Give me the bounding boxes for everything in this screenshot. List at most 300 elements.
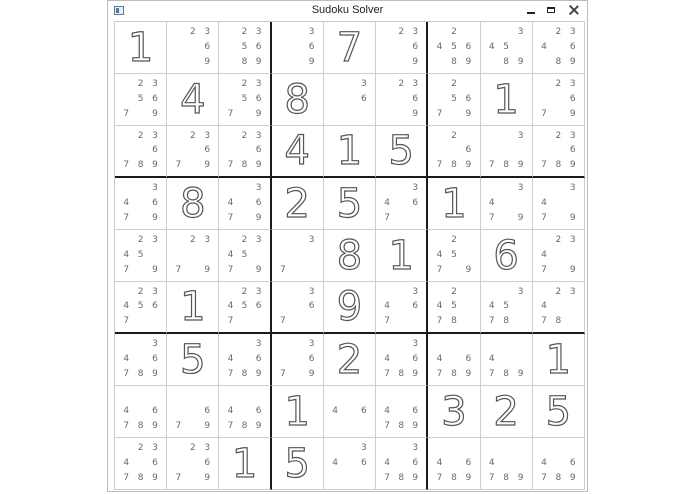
candidate-digit: 4 <box>488 42 495 52</box>
candidate-notes <box>380 441 422 486</box>
candidate-digit: 9 <box>412 57 419 67</box>
candidate-digit <box>342 77 356 92</box>
candidate-digit <box>133 181 147 196</box>
sudoku-cell[interactable] <box>115 126 167 178</box>
sudoku-cell[interactable] <box>481 178 533 230</box>
sudoku-cell[interactable] <box>533 178 585 230</box>
candidate-digit: 4 <box>541 250 547 260</box>
title-bar[interactable] <box>108 1 587 22</box>
candidate-digit <box>485 129 499 144</box>
sudoku-cell[interactable] <box>115 438 167 490</box>
candidate-digit: 8 <box>555 316 562 327</box>
candidate-digit <box>394 40 408 55</box>
candidate-digit <box>551 181 565 196</box>
candidate-digit: 4 <box>436 250 443 260</box>
sudoku-cell[interactable] <box>428 74 480 126</box>
candidate-digit <box>328 419 342 434</box>
candidate-digit <box>408 211 422 226</box>
candidate-digit: 9 <box>204 160 211 171</box>
candidate-digit <box>551 144 565 159</box>
sudoku-cell[interactable] <box>167 126 219 178</box>
sudoku-cell[interactable] <box>167 74 219 126</box>
sudoku-cell[interactable] <box>272 22 324 74</box>
cell-value: 4 <box>284 128 310 174</box>
sudoku-cell[interactable] <box>219 230 271 282</box>
candidate-digit <box>485 144 499 159</box>
sudoku-cell[interactable] <box>376 334 428 386</box>
sudoku-cell[interactable] <box>115 178 167 230</box>
candidate-digit <box>290 367 304 382</box>
candidate-digit: 2 <box>241 235 248 245</box>
candidate-digit: 6 <box>255 42 262 52</box>
candidate-digit: 6 <box>152 94 158 104</box>
sudoku-cell[interactable] <box>376 282 428 334</box>
sudoku-cell[interactable] <box>481 22 533 74</box>
candidate-digit: 7 <box>227 265 234 275</box>
candidate-digit <box>186 471 200 486</box>
candidate-digit: 9 <box>255 57 262 67</box>
candidate-digit <box>238 181 252 196</box>
sudoku-cell[interactable] <box>376 178 428 230</box>
sudoku-cell[interactable] <box>272 178 324 230</box>
sudoku-cell[interactable] <box>219 282 271 334</box>
sudoku-cell[interactable] <box>115 282 167 334</box>
sudoku-cell[interactable] <box>428 178 480 230</box>
candidate-digit: 2 <box>137 79 144 89</box>
candidate-digit: 6 <box>569 145 576 156</box>
candidate-digit: 6 <box>361 94 367 104</box>
candidate-digit <box>461 314 475 329</box>
candidate-digit: 2 <box>555 79 562 89</box>
candidate-digit: 4 <box>384 406 390 416</box>
candidate-digit: 7 <box>488 160 495 171</box>
candidate-digit <box>186 40 200 55</box>
candidate-notes <box>276 285 319 329</box>
candidate-digit <box>394 92 408 107</box>
sudoku-cell[interactable] <box>272 74 324 126</box>
candidate-digit <box>290 314 304 329</box>
cell-value: 4 <box>180 76 206 123</box>
candidate-digit: 9 <box>255 421 262 431</box>
candidate-notes <box>485 181 528 226</box>
sudoku-cell[interactable] <box>481 230 533 282</box>
candidate-digit <box>432 129 446 144</box>
candidate-digit: 5 <box>451 250 457 260</box>
candidate-digit <box>223 337 237 352</box>
sudoku-cell[interactable] <box>272 126 324 178</box>
candidate-digit <box>499 144 513 159</box>
candidate-digit: 5 <box>241 42 248 52</box>
sudoku-cell[interactable] <box>324 74 376 126</box>
candidate-digit <box>276 248 290 263</box>
candidate-digit <box>328 92 342 107</box>
candidate-digit: 3 <box>412 286 419 297</box>
sudoku-cell[interactable] <box>324 230 376 282</box>
candidate-digit <box>485 55 499 70</box>
candidate-digit: 7 <box>227 213 234 223</box>
candidate-digit <box>290 352 304 367</box>
sudoku-cell[interactable] <box>428 22 480 74</box>
candidate-digit: 7 <box>541 316 547 327</box>
sudoku-cell[interactable] <box>376 22 428 74</box>
close-button[interactable] <box>559 1 589 19</box>
candidate-digit: 4 <box>123 198 130 208</box>
sudoku-cell[interactable] <box>376 74 428 126</box>
sudoku-cell[interactable] <box>324 334 376 386</box>
candidate-digit <box>238 337 252 352</box>
candidate-notes <box>276 233 319 278</box>
candidate-digit <box>380 337 394 352</box>
candidate-digit: 9 <box>255 213 262 223</box>
candidate-digit: 7 <box>175 421 182 431</box>
candidate-digit: 7 <box>123 369 130 379</box>
candidate-digit <box>119 233 133 248</box>
candidate-digit: 9 <box>152 369 158 379</box>
sudoku-cell[interactable] <box>219 178 271 230</box>
candidate-digit: 9 <box>412 421 419 431</box>
candidate-digit: 4 <box>123 458 130 468</box>
candidate-digit <box>394 211 408 226</box>
candidate-digit: 4 <box>332 406 338 416</box>
sudoku-cell[interactable] <box>219 22 271 74</box>
candidate-digit: 2 <box>137 235 144 245</box>
candidate-digit: 7 <box>227 421 234 431</box>
candidate-digit <box>408 389 422 404</box>
candidate-digit: 8 <box>451 316 457 327</box>
candidate-digit: 3 <box>204 235 211 245</box>
candidate-digit <box>447 107 461 122</box>
candidate-digit: 6 <box>152 406 158 416</box>
sudoku-cell[interactable] <box>481 126 533 178</box>
sudoku-cell[interactable] <box>219 386 271 438</box>
candidate-digit <box>499 337 513 352</box>
sudoku-cell[interactable] <box>533 334 585 386</box>
candidate-digit <box>148 248 162 263</box>
cell-value: 1 <box>336 128 363 174</box>
candidate-digit <box>223 55 237 70</box>
candidate-digit: 4 <box>488 301 495 312</box>
sudoku-cell[interactable] <box>428 282 480 334</box>
candidate-digit <box>342 456 356 471</box>
sudoku-cell[interactable] <box>376 386 428 438</box>
candidate-digit <box>394 285 408 300</box>
candidate-digit: 4 <box>227 301 234 312</box>
candidate-digit: 9 <box>204 473 211 483</box>
candidate-digit: 3 <box>361 443 367 453</box>
candidate-digit <box>513 314 527 329</box>
candidate-digit <box>357 471 371 486</box>
candidate-digit <box>133 263 147 278</box>
sudoku-cell[interactable] <box>167 282 219 334</box>
cell-value: 5 <box>388 128 414 174</box>
cell-value: 1 <box>441 180 467 227</box>
candidate-digit: 6 <box>255 198 262 208</box>
candidate-digit <box>133 314 147 329</box>
sudoku-cell[interactable] <box>533 126 585 178</box>
sudoku-cell[interactable] <box>167 22 219 74</box>
candidate-digit <box>551 441 565 456</box>
candidate-digit: 6 <box>204 42 211 52</box>
candidate-digit <box>380 389 394 404</box>
candidate-digit <box>171 456 185 471</box>
candidate-digit: 3 <box>152 286 158 297</box>
candidate-digit <box>461 77 475 92</box>
candidate-digit <box>408 314 422 329</box>
sudoku-cell[interactable] <box>428 386 480 438</box>
sudoku-cell[interactable] <box>324 282 376 334</box>
sudoku-cell[interactable] <box>167 178 219 230</box>
candidate-digit: 2 <box>189 130 196 141</box>
candidate-digit <box>394 441 408 456</box>
candidate-digit: 8 <box>503 160 510 171</box>
candidate-notes <box>537 77 580 122</box>
candidate-digit <box>499 456 513 471</box>
candidate-digit: 2 <box>555 130 562 141</box>
sudoku-cell[interactable] <box>115 22 167 74</box>
candidate-notes <box>223 181 265 226</box>
candidate-digit: 2 <box>451 286 457 297</box>
candidate-digit: 9 <box>255 369 262 379</box>
candidate-digit <box>432 77 446 92</box>
candidate-digit: 8 <box>137 473 144 483</box>
candidate-digit: 2 <box>189 27 196 37</box>
candidate-digit: 3 <box>255 130 262 141</box>
sudoku-cell[interactable] <box>272 282 324 334</box>
candidate-digit <box>304 248 318 263</box>
candidate-digit <box>186 404 200 419</box>
candidate-digit: 9 <box>152 421 158 431</box>
candidate-digit: 9 <box>569 160 576 171</box>
candidate-digit: 2 <box>241 130 248 141</box>
candidate-notes <box>380 389 422 434</box>
candidate-digit: 7 <box>123 160 130 171</box>
candidate-digit <box>394 337 408 352</box>
candidate-digit <box>394 196 408 211</box>
sudoku-cell[interactable] <box>219 126 271 178</box>
candidate-digit: 6 <box>412 458 419 468</box>
sudoku-cell[interactable] <box>428 438 480 490</box>
candidate-digit: 8 <box>555 160 562 171</box>
candidate-notes <box>171 233 214 278</box>
candidate-digit <box>461 337 475 352</box>
candidate-digit <box>432 55 446 70</box>
candidate-digit <box>357 389 371 404</box>
sudoku-cell[interactable] <box>324 126 376 178</box>
sudoku-cell[interactable] <box>533 22 585 74</box>
candidate-digit: 7 <box>227 369 234 379</box>
candidate-notes <box>328 77 371 122</box>
candidate-notes <box>223 233 265 278</box>
candidate-digit: 9 <box>569 109 576 119</box>
sudoku-cell[interactable] <box>428 126 480 178</box>
candidate-digit: 3 <box>412 183 419 193</box>
sudoku-cell[interactable] <box>481 386 533 438</box>
sudoku-cell[interactable] <box>428 230 480 282</box>
sudoku-cell[interactable] <box>533 282 585 334</box>
candidate-digit <box>304 263 318 278</box>
candidate-digit: 7 <box>436 473 443 483</box>
candidate-digit: 2 <box>189 443 196 453</box>
candidate-digit: 5 <box>451 301 457 312</box>
sudoku-cell[interactable] <box>167 386 219 438</box>
candidate-digit: 4 <box>332 458 338 468</box>
candidate-digit: 6 <box>255 354 262 364</box>
candidate-digit: 6 <box>308 354 315 364</box>
sudoku-cell[interactable] <box>219 334 271 386</box>
candidate-digit: 6 <box>152 301 158 312</box>
cell-value: 2 <box>284 180 310 227</box>
candidate-digit: 6 <box>255 145 262 156</box>
candidate-digit: 9 <box>517 473 524 483</box>
sudoku-cell[interactable] <box>533 386 585 438</box>
candidate-digit: 4 <box>488 198 495 208</box>
candidate-digit: 8 <box>137 369 144 379</box>
sudoku-cell[interactable] <box>481 282 533 334</box>
candidate-digit: 2 <box>241 286 248 297</box>
candidate-digit <box>342 471 356 486</box>
candidate-digit <box>223 144 237 159</box>
candidate-digit <box>119 441 133 456</box>
candidate-digit: 7 <box>384 473 390 483</box>
candidate-notes <box>171 25 214 70</box>
candidate-digit <box>276 55 290 70</box>
candidate-digit <box>252 314 266 329</box>
cell-value: 1 <box>388 232 414 279</box>
sudoku-cell[interactable] <box>324 22 376 74</box>
candidate-digit <box>223 92 237 107</box>
candidate-digit: 7 <box>436 160 443 171</box>
candidate-digit <box>551 92 565 107</box>
candidate-notes <box>432 285 475 329</box>
candidate-notes <box>537 285 580 329</box>
candidate-digit: 9 <box>465 57 472 67</box>
candidate-digit: 9 <box>308 57 315 67</box>
candidate-digit: 6 <box>152 145 158 156</box>
candidate-digit <box>171 55 185 70</box>
candidate-digit <box>447 441 461 456</box>
candidate-notes <box>119 389 162 434</box>
candidate-digit <box>447 144 461 159</box>
sudoku-cell[interactable] <box>481 74 533 126</box>
candidate-digit <box>537 92 551 107</box>
candidate-digit <box>223 181 237 196</box>
candidate-digit: 9 <box>412 369 419 379</box>
app-window <box>107 0 588 492</box>
candidate-digit <box>447 337 461 352</box>
candidate-digit <box>499 181 513 196</box>
candidate-digit <box>133 456 147 471</box>
sudoku-cell[interactable] <box>481 334 533 386</box>
sudoku-cell[interactable] <box>533 230 585 282</box>
candidate-digit: 8 <box>503 369 510 379</box>
sudoku-cell[interactable] <box>376 438 428 490</box>
candidate-digit <box>432 25 446 40</box>
candidate-digit: 9 <box>412 109 419 119</box>
candidate-digit <box>223 389 237 404</box>
candidate-digit <box>447 352 461 367</box>
candidate-digit <box>566 196 580 211</box>
sudoku-cell[interactable] <box>324 438 376 490</box>
candidate-digit <box>394 352 408 367</box>
candidate-digit <box>566 300 580 315</box>
sudoku-cell[interactable] <box>272 386 324 438</box>
candidate-digit: 3 <box>569 79 576 89</box>
candidate-digit: 5 <box>241 94 248 104</box>
candidate-digit: 6 <box>204 406 211 416</box>
candidate-digit: 5 <box>503 42 510 52</box>
candidate-digit: 6 <box>152 458 158 468</box>
candidate-digit <box>186 419 200 434</box>
candidate-digit <box>148 314 162 329</box>
sudoku-cell[interactable] <box>324 386 376 438</box>
candidate-digit: 7 <box>436 265 443 275</box>
candidate-digit: 9 <box>308 369 315 379</box>
candidate-digit: 5 <box>451 42 457 52</box>
candidate-digit: 4 <box>436 458 443 468</box>
candidate-digit <box>485 25 499 40</box>
sudoku-cell[interactable] <box>272 438 324 490</box>
candidate-digit: 4 <box>488 354 495 364</box>
candidate-digit <box>513 337 527 352</box>
sudoku-cell[interactable] <box>167 438 219 490</box>
candidate-digit: 2 <box>241 79 248 89</box>
candidate-digit: 3 <box>569 130 576 141</box>
candidate-digit <box>119 77 133 92</box>
candidate-digit <box>276 352 290 367</box>
sudoku-cell[interactable] <box>324 178 376 230</box>
candidate-notes <box>119 129 162 173</box>
sudoku-cell[interactable] <box>428 334 480 386</box>
candidate-digit: 7 <box>541 213 547 223</box>
sudoku-cell[interactable] <box>272 334 324 386</box>
sudoku-cell[interactable] <box>115 74 167 126</box>
candidate-digit <box>119 181 133 196</box>
sudoku-cell[interactable] <box>167 334 219 386</box>
sudoku-cell[interactable] <box>533 74 585 126</box>
sudoku-cell[interactable] <box>481 438 533 490</box>
sudoku-cell[interactable] <box>115 334 167 386</box>
candidate-digit: 3 <box>152 339 158 349</box>
candidate-digit <box>223 129 237 144</box>
sudoku-cell[interactable] <box>115 386 167 438</box>
candidate-digit: 8 <box>503 473 510 483</box>
sudoku-cell[interactable] <box>272 230 324 282</box>
candidate-digit <box>133 107 147 122</box>
candidate-digit: 8 <box>451 473 457 483</box>
sudoku-cell[interactable] <box>219 438 271 490</box>
candidate-digit: 4 <box>384 354 390 364</box>
sudoku-cell[interactable] <box>167 230 219 282</box>
candidate-digit: 4 <box>541 198 547 208</box>
sudoku-cell[interactable] <box>376 230 428 282</box>
sudoku-cell[interactable] <box>533 438 585 490</box>
candidate-digit <box>133 389 147 404</box>
candidate-digit: 9 <box>517 57 524 67</box>
candidate-digit: 2 <box>398 27 405 37</box>
candidate-digit: 5 <box>137 94 144 104</box>
candidate-digit: 8 <box>451 160 457 171</box>
candidate-digit: 3 <box>412 27 419 37</box>
candidate-digit <box>223 25 237 40</box>
candidate-digit: 3 <box>517 27 524 37</box>
candidate-notes <box>223 77 265 122</box>
sudoku-cell[interactable] <box>376 126 428 178</box>
sudoku-cell[interactable] <box>219 74 271 126</box>
sudoku-cell[interactable] <box>115 230 167 282</box>
candidate-digit <box>223 285 237 300</box>
candidate-digit <box>380 55 394 70</box>
candidate-digit <box>328 77 342 92</box>
